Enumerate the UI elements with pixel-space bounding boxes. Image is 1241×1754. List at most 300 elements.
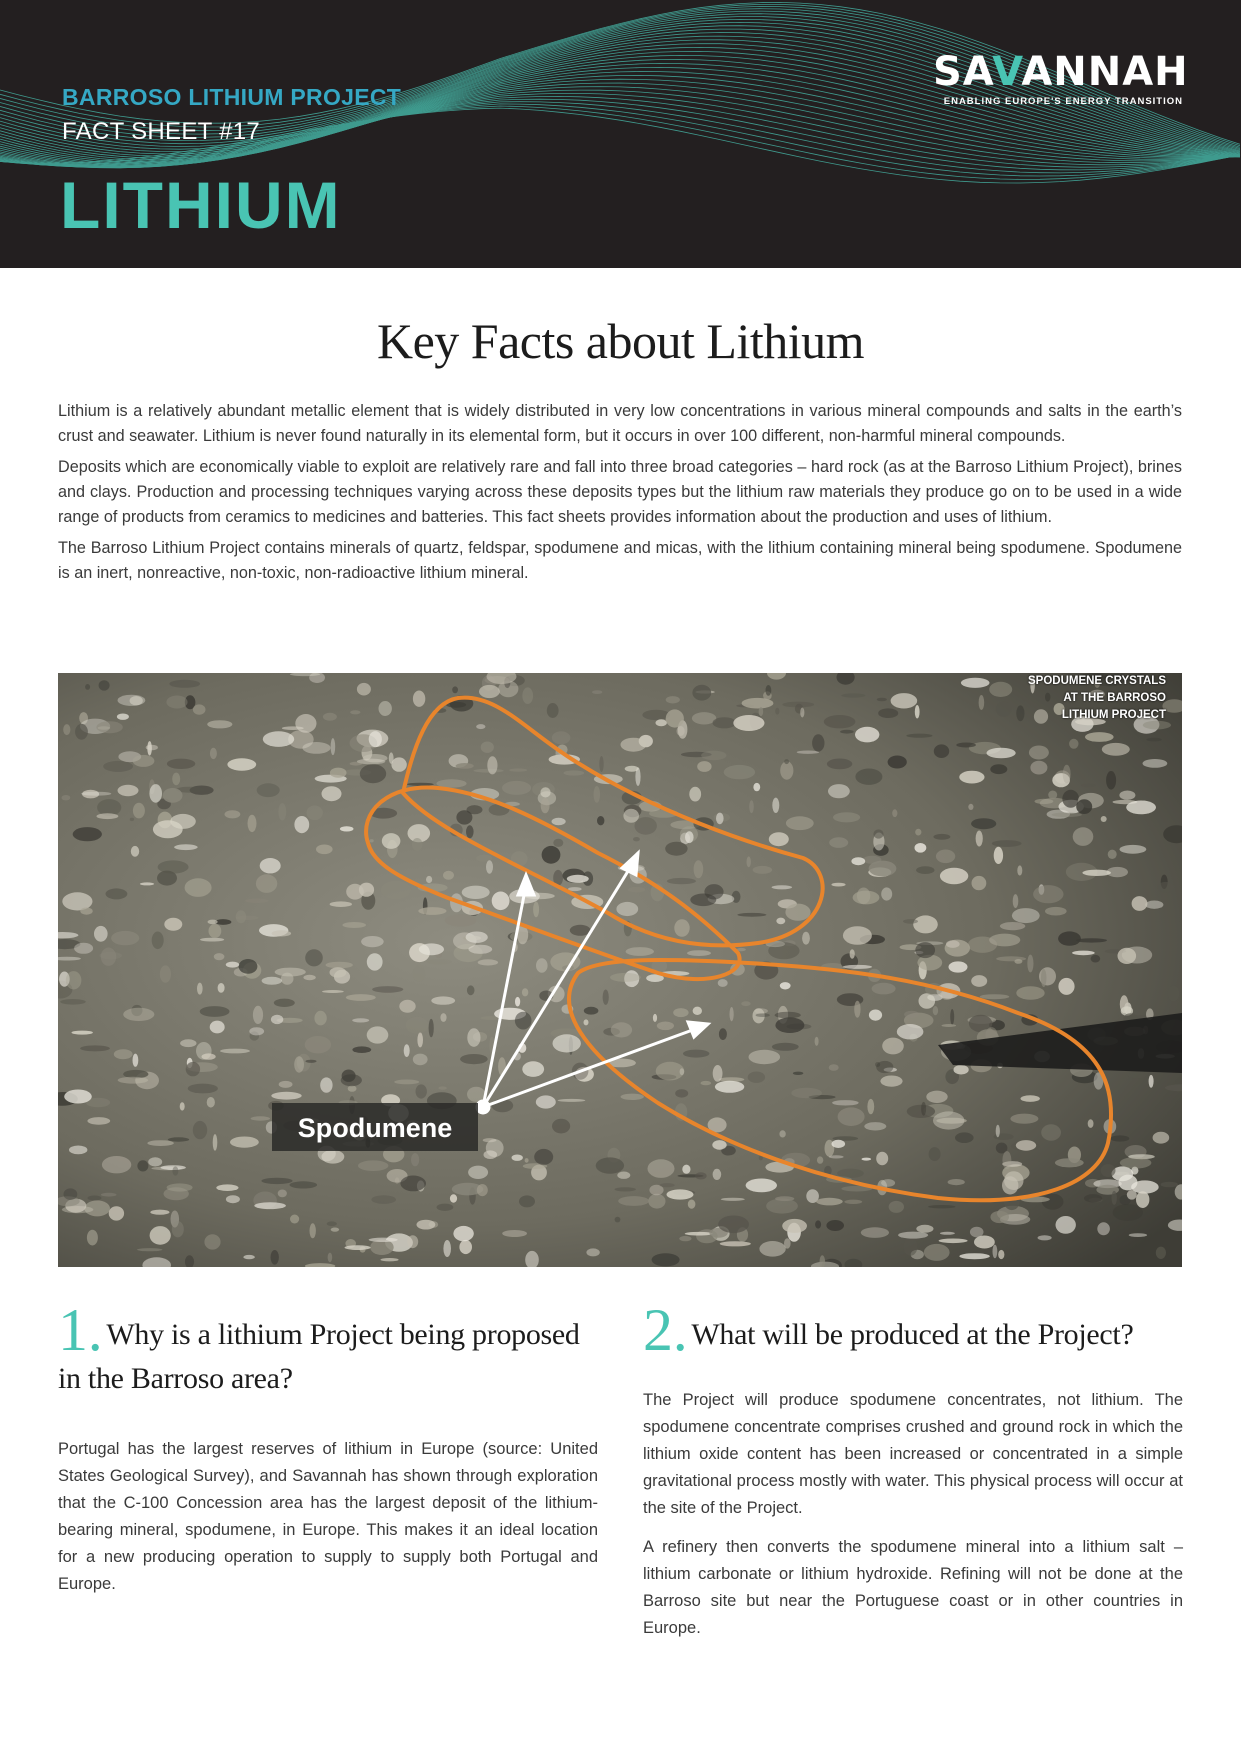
rock-speckle — [371, 1195, 396, 1204]
rock-speckle — [817, 1156, 823, 1163]
rock-speckle — [290, 1215, 299, 1224]
rock-speckle — [278, 803, 286, 820]
rock-speckle — [372, 986, 403, 993]
rock-speckle — [467, 1028, 480, 1047]
rock-speckle — [394, 1080, 419, 1085]
rock-speckle — [94, 926, 108, 942]
rock-speckle — [719, 1028, 727, 1040]
rock-speckle — [69, 1146, 87, 1155]
rock-speckle — [1038, 1235, 1052, 1240]
rock-speckle — [261, 1178, 292, 1184]
rock-speckle — [657, 1022, 674, 1031]
rock-speckle — [331, 1228, 339, 1232]
rock-speckle — [118, 785, 139, 796]
rock-speckle — [1146, 738, 1161, 742]
spodumene-label: Spodumene — [297, 1113, 453, 1143]
spodumene-photo — [58, 673, 1182, 1267]
rock-speckle — [196, 1042, 212, 1060]
rock-speckle — [683, 1050, 709, 1058]
rock-speckle — [210, 1021, 225, 1034]
rock-speckle — [330, 967, 347, 977]
rock-speckle — [534, 1149, 553, 1165]
rock-speckle — [358, 1160, 388, 1171]
rock-speckle — [502, 781, 531, 795]
rock-speckle — [906, 734, 932, 738]
rock-speckle — [486, 860, 493, 873]
rock-speckle — [753, 866, 773, 874]
rock-speckle — [701, 751, 726, 761]
fact-sheet-number: FACT SHEET #17 — [62, 118, 261, 145]
rock-speckle — [737, 913, 766, 917]
savannah-logo — [933, 49, 1189, 107]
rock-speckle — [381, 881, 411, 900]
rock-speckle — [225, 810, 241, 818]
rock-speckle — [1035, 799, 1054, 804]
rock-speckle — [784, 759, 789, 764]
rock-speckle — [509, 768, 527, 771]
rock-speckle — [782, 1219, 807, 1233]
rock-speckle — [1143, 759, 1168, 768]
rock-speckle — [961, 678, 990, 688]
rock-speckle — [904, 1237, 918, 1256]
rock-speckle — [610, 973, 641, 982]
rock-speckle — [227, 758, 256, 770]
rock-speckle — [413, 965, 426, 982]
rock-speckle — [635, 817, 657, 835]
rock-speckle — [990, 764, 1007, 774]
rock-speckle — [653, 1014, 657, 1022]
rock-speckle — [75, 724, 88, 740]
rock-speckle — [950, 1009, 954, 1025]
rock-speckle — [881, 1179, 895, 1187]
rock-speckle — [294, 816, 309, 833]
rock-speckle — [487, 756, 497, 774]
rock-speckle — [1076, 938, 1107, 942]
rock-speckle — [897, 1024, 924, 1039]
rock-speckle — [971, 818, 996, 829]
rock-speckle — [625, 766, 639, 772]
rock-speckle — [913, 915, 938, 933]
rock-speckle — [976, 831, 983, 847]
rock-speckle — [891, 693, 918, 708]
rock-speckle — [832, 1100, 859, 1105]
section-paragraph: The Project will produce spodumene concentrates, not lithium. The spodumene concentrate comprises crushed and ground rock in which the lithium oxide content has been increased or concentrated in a simple gravitational process mostly with water. This physical process will occur at the site of the Project. — [643, 1391, 1183, 1517]
rock-speckle — [260, 858, 281, 873]
rock-speckle — [193, 1121, 207, 1139]
rock-speckle — [437, 1204, 454, 1211]
section-1-body — [58, 1436, 598, 1610]
rock-speckle — [209, 924, 222, 938]
rock-speckle — [843, 926, 872, 945]
rock-speckle — [369, 1238, 398, 1242]
rock-speckle — [106, 888, 128, 899]
rock-speckle — [460, 1054, 488, 1064]
rock-speckle — [1113, 1204, 1143, 1221]
rock-speckle — [667, 1189, 694, 1199]
rock-speckle — [759, 707, 764, 716]
rock-speckle — [1129, 1233, 1147, 1237]
rock-speckle — [929, 1147, 941, 1161]
rock-speckle — [305, 1060, 316, 1063]
rock-speckle — [103, 761, 133, 772]
rock-speckle — [1132, 896, 1148, 911]
rock-speckle — [271, 1015, 283, 1024]
rock-speckle — [618, 1196, 649, 1206]
rock-speckle — [431, 996, 455, 1004]
rock-speckle — [933, 834, 950, 840]
rock-speckle — [64, 1090, 92, 1104]
rock-speckle — [380, 1258, 398, 1261]
rock-speckle — [413, 691, 425, 707]
rock-speckle — [800, 708, 804, 718]
section-2-body — [643, 1387, 1183, 1654]
rock-speckle — [133, 755, 155, 767]
rock-speckle — [553, 839, 563, 847]
rock-speckle — [959, 771, 984, 784]
rock-speckle — [278, 1190, 287, 1198]
rock-speckle — [248, 815, 257, 832]
rock-speckle — [74, 943, 93, 954]
rock-speckle — [603, 990, 609, 1005]
rock-speckle — [596, 1157, 624, 1173]
rock-speckle — [243, 1255, 254, 1259]
rock-speckle — [320, 1077, 332, 1092]
rock-speckle — [829, 837, 848, 848]
rock-speckle — [1000, 922, 1025, 930]
rock-speckle — [665, 842, 687, 856]
rock-speckle — [648, 1194, 665, 1209]
rock-speckle — [253, 1006, 263, 1024]
rock-speckle — [1010, 1114, 1038, 1124]
rock-speckle — [164, 918, 182, 931]
rock-speckle — [330, 901, 352, 907]
rock-speckle — [1126, 801, 1156, 815]
rock-speckle — [775, 1012, 801, 1019]
rock-speckle — [753, 783, 760, 791]
rock-speckle — [204, 1234, 220, 1249]
rock-speckle — [399, 1000, 415, 1013]
rock-speckle — [552, 1119, 570, 1134]
rock-speckle — [851, 857, 865, 865]
rock-speckle — [786, 816, 814, 830]
rock-speckle — [1016, 705, 1024, 721]
rock-speckle — [611, 1022, 632, 1037]
rock-speckle — [626, 947, 654, 956]
rock-speckle — [903, 919, 918, 924]
rock-speckle — [878, 708, 898, 718]
rock-speckle — [322, 990, 344, 993]
rock-speckle — [328, 1253, 333, 1263]
rock-speckle — [467, 985, 475, 995]
rock-speckle — [876, 1152, 888, 1166]
rock-speckle — [824, 715, 856, 728]
rock-speckle — [998, 1250, 1004, 1259]
rock-speckle — [1158, 882, 1174, 893]
rock-speckle — [1063, 765, 1071, 784]
rock-speckle — [840, 730, 854, 734]
rock-speckle — [443, 871, 454, 880]
rock-speckle — [111, 931, 139, 945]
rock-speckle — [367, 1026, 389, 1043]
rock-speckle — [101, 1193, 117, 1197]
rock-speckle — [167, 1183, 193, 1191]
rock-speckle — [853, 891, 880, 905]
rock-speckle — [954, 1065, 969, 1075]
rock-speckle — [742, 698, 774, 709]
rock-speckle — [1101, 1164, 1116, 1177]
rock-speckle — [816, 1198, 843, 1206]
rock-speckle — [815, 1037, 819, 1046]
rock-speckle — [675, 1089, 688, 1097]
rock-speckle — [873, 829, 883, 838]
rock-speckle — [1016, 1140, 1036, 1151]
rock-speckle — [174, 844, 197, 850]
rock-speckle — [1156, 1247, 1166, 1259]
rock-speckle — [492, 892, 510, 911]
rock-speckle — [330, 768, 347, 778]
rock-speckle — [348, 1085, 357, 1091]
rock-speckle — [140, 882, 154, 885]
rock-speckle — [515, 1012, 532, 1030]
rock-speckle — [163, 788, 183, 803]
rock-speckle — [666, 709, 684, 727]
rock-speckle — [1120, 1157, 1152, 1169]
rock-speckle — [262, 977, 282, 985]
rock-speckle — [275, 968, 306, 977]
rock-speckle — [1111, 1135, 1130, 1141]
rock-speckle — [305, 949, 323, 966]
rock-speckle — [955, 1132, 974, 1143]
rock-speckle — [186, 1062, 200, 1076]
rock-speckle — [987, 748, 1016, 759]
rock-speckle — [453, 1226, 473, 1241]
rock-speckle — [956, 743, 976, 748]
rock-speckle — [118, 1077, 148, 1084]
rock-speckle — [837, 1169, 864, 1178]
rock-speckle — [502, 1230, 527, 1237]
rock-speckle — [996, 1125, 1000, 1137]
rock-speckle — [867, 1099, 874, 1114]
rock-speckle — [1013, 894, 1019, 908]
rock-speckle — [628, 887, 645, 893]
rock-speckle — [1033, 885, 1063, 903]
rock-speckle — [274, 999, 295, 1007]
rock-speckle — [716, 813, 724, 825]
rock-speckle — [1045, 907, 1067, 916]
rock-speckle — [1058, 931, 1081, 945]
rock-speckle — [660, 1183, 675, 1187]
rock-speckle — [869, 861, 897, 877]
rock-speckle — [996, 956, 1026, 961]
rock-speckle — [342, 1070, 356, 1082]
rock-speckle — [522, 687, 533, 704]
rock-speckle — [102, 1156, 131, 1173]
rock-speckle — [167, 759, 195, 769]
rock-speckle — [213, 1134, 218, 1151]
rock-speckle — [940, 868, 968, 884]
rock-speckle — [854, 1001, 860, 1018]
rock-speckle — [841, 693, 865, 697]
logo-tagline: ENABLING EUROPE'S ENERGY TRANSITION — [943, 96, 1183, 107]
header-band — [0, 0, 1241, 268]
rock-speckle — [310, 1223, 316, 1238]
rock-speckle — [855, 769, 882, 785]
rock-speckle — [898, 1232, 928, 1239]
rock-speckle — [440, 1013, 446, 1022]
rock-speckle — [303, 975, 315, 980]
rock-speckle — [1119, 1175, 1138, 1191]
rock-speckle — [1149, 1075, 1154, 1088]
rock-speckle — [80, 1045, 110, 1051]
rock-speckle — [208, 920, 218, 925]
rock-speckle — [907, 1105, 935, 1118]
rock-speckle — [1118, 948, 1137, 964]
rock-speckle — [515, 997, 520, 1007]
rock-speckle — [1085, 732, 1114, 742]
rock-speckle — [667, 878, 696, 884]
rock-speckle — [812, 734, 824, 751]
rock-speckle — [81, 792, 111, 796]
rock-speckle — [916, 1225, 933, 1233]
rock-speckle — [780, 982, 791, 989]
rock-speckle — [359, 883, 374, 897]
rock-speckle — [933, 1111, 964, 1129]
rock-speckle — [345, 1245, 371, 1250]
rock-speckle — [617, 1172, 630, 1179]
rock-speckle — [1004, 1193, 1020, 1211]
rock-speckle — [586, 1248, 599, 1256]
rock-speckle — [197, 983, 203, 995]
rock-speckle — [772, 885, 793, 889]
rock-speckle — [295, 714, 316, 733]
rock-speckle — [137, 1248, 162, 1251]
rock-speckle — [570, 925, 591, 936]
rock-speckle — [342, 922, 366, 928]
rock-speckle — [680, 1068, 685, 1075]
rock-speckle — [1101, 816, 1107, 822]
rock-speckle — [147, 741, 152, 755]
rock-speckle — [730, 1007, 734, 1021]
rock-speckle — [749, 1050, 781, 1064]
rock-speckle — [689, 787, 701, 802]
rock-speckle — [993, 1245, 998, 1259]
rock-speckle — [352, 1046, 371, 1053]
rock-speckle — [553, 1034, 581, 1052]
rock-speckle — [214, 953, 225, 960]
rock-speckle — [615, 1187, 636, 1191]
rock-speckle — [210, 748, 217, 759]
rock-speckle — [63, 724, 70, 735]
rock-speckle — [172, 773, 180, 786]
rock-speckle — [114, 1049, 133, 1059]
rock-speckle — [536, 958, 548, 973]
rock-speckle — [915, 705, 920, 718]
rock-speckle — [1091, 955, 1101, 963]
rock-speckle — [327, 1221, 337, 1226]
rock-speckle — [748, 1072, 765, 1083]
rock-speckle — [1112, 1191, 1117, 1205]
rock-speckle — [992, 840, 1022, 847]
rock-speckle — [838, 1107, 865, 1126]
rock-speckle — [64, 1188, 78, 1200]
rock-speckle — [687, 950, 711, 956]
section-paragraph: A refinery then converts the spodumene mineral into a lithium salt – lithium carbonate or lithium hydroxide. Refining will not be done at the Barroso site but near the Portuguese coast or in other countries in Europe. — [643, 1538, 1183, 1637]
rock-speckle — [924, 1244, 950, 1261]
intro-paragraph: Lithium is a relatively abundant metallic element that is widely distributed in very low concentrations in various mineral compounds and salts in the earth’s crust and seawater. Lithium is never found naturally in its elemental form, but it occurs in over 100 different, non-harmful mineral compounds. — [58, 402, 1182, 445]
rock-speckle — [200, 938, 224, 942]
rock-speckle — [180, 1102, 185, 1110]
rock-speckle — [946, 940, 960, 948]
rock-speckle — [693, 1007, 702, 1015]
rock-speckle — [599, 756, 603, 772]
rock-speckle — [479, 685, 500, 698]
rock-speckle — [445, 914, 477, 926]
rock-speckle — [718, 1216, 749, 1234]
rock-speckle — [1108, 850, 1117, 859]
rock-speckle — [226, 1195, 240, 1203]
rock-speckle — [843, 965, 872, 969]
rock-speckle — [1012, 908, 1040, 923]
rock-speckle — [692, 685, 711, 701]
rock-speckle — [724, 765, 755, 779]
rock-speckle — [314, 1011, 326, 1026]
rock-speckle — [829, 1064, 839, 1071]
rock-speckle — [418, 907, 446, 915]
rock-texture-image — [58, 673, 1182, 1267]
rock-speckle — [666, 696, 680, 703]
rock-speckle — [117, 714, 129, 720]
rock-speckle — [775, 1196, 794, 1201]
rock-speckle — [352, 1018, 369, 1022]
rock-speckle — [305, 1036, 331, 1053]
rock-speckle — [656, 719, 667, 726]
rock-speckle — [916, 866, 934, 874]
rock-speckle — [904, 1011, 919, 1018]
rock-speckle — [1055, 1158, 1084, 1167]
rock-speckle — [180, 1039, 196, 1047]
rock-speckle — [547, 703, 559, 718]
rock-speckle — [379, 701, 392, 716]
rock-speckle — [552, 731, 571, 744]
section-title: What will be produced at the Project? — [691, 1318, 1134, 1351]
rock-speckle — [256, 874, 277, 893]
rock-speckle — [323, 713, 337, 721]
rock-speckle — [633, 837, 640, 841]
rock-speckle — [166, 696, 187, 709]
rock-speckle — [861, 1227, 889, 1238]
rock-speckle — [776, 918, 785, 925]
rock-speckle — [477, 1184, 488, 1196]
rock-speckle — [519, 1195, 535, 1207]
rock-speckle — [682, 1165, 690, 1174]
rock-speckle — [72, 1031, 93, 1035]
rock-speckle — [772, 1043, 799, 1051]
rock-speckle — [1002, 1176, 1018, 1194]
rock-speckle — [109, 1206, 124, 1220]
rock-speckle — [968, 804, 973, 810]
rock-speckle — [66, 971, 82, 989]
rock-speckle — [400, 1176, 426, 1192]
rock-speckle — [172, 1221, 184, 1237]
rock-speckle — [322, 786, 342, 801]
rock-speckle — [552, 818, 566, 825]
rock-speckle — [512, 1155, 523, 1161]
section-paragraph: Portugal has the largest reserves of lithium in Europe (source: United States Geological Survey), and Savannah has shown through exploration that the C-100 Concession area has the largest deposit of the lithium-bearing mineral, spodumene, in Europe. This makes it an ideal location for a new producing operation to supply to supply both Portugal and Europe. — [58, 1440, 598, 1593]
rock-speckle — [1041, 969, 1047, 987]
rock-speckle — [877, 698, 887, 701]
rock-speckle — [73, 827, 102, 841]
rock-speckle — [87, 1117, 110, 1125]
